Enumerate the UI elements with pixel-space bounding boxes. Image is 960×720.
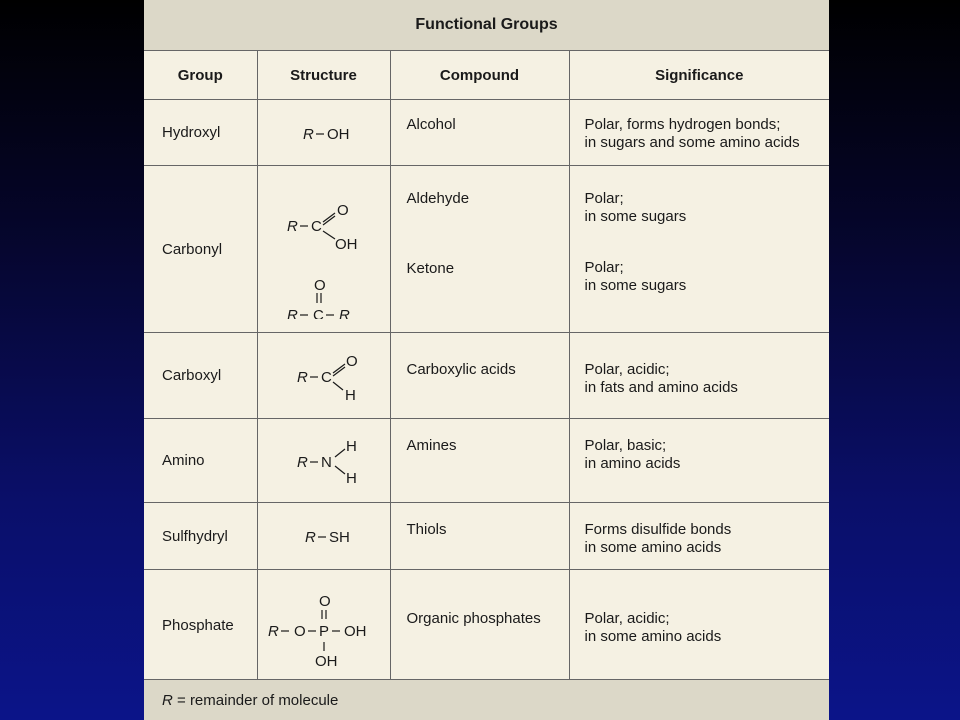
table-row <box>144 333 829 419</box>
table-row <box>144 570 829 681</box>
svg-text:H: H <box>345 437 357 455</box>
group-cell: Amino <box>144 419 257 503</box>
svg-text:OH: OH <box>334 236 357 253</box>
header-structure: Structure <box>257 51 390 100</box>
functional-groups-table <box>144 50 829 681</box>
svg-text:OH: OH <box>326 125 349 143</box>
significance-cell: Polar, acidic; in fats and amino acids <box>569 333 829 419</box>
table-row <box>144 100 829 166</box>
table-row <box>144 166 829 333</box>
carbonyl-structure-diagram <box>259 179 389 319</box>
svg-text:O: O <box>318 593 331 610</box>
significance-cell: Polar, basic; in amino acids <box>569 419 829 503</box>
svg-text:R: R <box>286 307 298 319</box>
group-cell: Sulfhydryl <box>144 503 257 570</box>
svg-text:R: R <box>296 368 308 386</box>
footnote-symbol: R <box>162 691 173 709</box>
svg-text:R: R <box>304 529 316 546</box>
svg-text:SH: SH <box>328 529 350 546</box>
svg-text:OH: OH <box>314 653 337 670</box>
significance-cell: Polar, forms hydrogen bonds; in sugars and some amino acids <box>569 100 829 166</box>
header-row <box>144 51 829 100</box>
svg-text:O: O <box>336 202 349 219</box>
svg-text:OH: OH <box>343 623 366 640</box>
svg-text:C: C <box>310 218 322 235</box>
header-compound: Compound <box>390 51 569 100</box>
structure-cell-sulfhydryl <box>257 503 390 570</box>
significance-cell: Polar; in some sugars Polar; in some sugars <box>569 166 829 333</box>
table-footnote <box>144 679 829 720</box>
group-cell: Phosphate <box>144 570 257 681</box>
footnote-text: = remainder of molecule <box>172 691 339 709</box>
significance-cell: Polar, acidic; in some amino acids <box>569 570 829 681</box>
compound-cell: Carboxylic acids <box>390 333 569 419</box>
svg-text:R: R <box>338 307 350 319</box>
carboxyl-structure-diagram <box>259 346 389 406</box>
svg-text:N: N <box>320 453 332 471</box>
svg-text:R: R <box>302 125 314 143</box>
functional-groups-table-sheet <box>144 0 829 720</box>
group-cell: Hydroxyl <box>144 100 257 166</box>
svg-text:O: O <box>313 277 326 294</box>
compound-cell: Alcohol <box>390 100 569 166</box>
structure-cell-hydroxyl <box>257 100 390 166</box>
significance-cell: Forms disulfide bonds in some amino acids <box>569 503 829 570</box>
table-title: Functional Groups <box>144 0 829 51</box>
table-row <box>144 419 829 503</box>
compound-cell: Amines <box>390 419 569 503</box>
svg-text:H: H <box>345 469 357 487</box>
svg-text:R: R <box>267 623 279 640</box>
group-cell: Carboxyl <box>144 333 257 419</box>
svg-text:R: R <box>296 453 308 471</box>
compound-cell: Aldehyde Ketone <box>390 166 569 333</box>
structure-cell-carbonyl <box>257 166 390 333</box>
sulfhydryl-structure-diagram <box>259 516 389 556</box>
table-row <box>144 503 829 570</box>
group-cell: Carbonyl <box>144 166 257 333</box>
structure-cell-amino <box>257 419 390 503</box>
svg-text:O: O <box>345 352 358 370</box>
svg-text:R: R <box>286 218 298 235</box>
svg-text:P: P <box>318 623 329 640</box>
header-group: Group <box>144 51 257 100</box>
svg-text:H: H <box>344 386 356 404</box>
svg-text:C: C <box>312 307 324 319</box>
phosphate-structure-diagram <box>258 580 391 670</box>
compound-cell: Thiols <box>390 503 569 570</box>
structure-cell-phosphate <box>257 570 390 681</box>
hydroxyl-structure-diagram <box>259 113 389 153</box>
header-significance: Significance <box>569 51 829 100</box>
svg-text:O: O <box>293 623 306 640</box>
structure-cell-carboxyl <box>257 333 390 419</box>
amino-structure-diagram <box>259 431 389 491</box>
svg-text:C: C <box>320 368 332 386</box>
compound-cell: Organic phosphates <box>390 570 569 681</box>
